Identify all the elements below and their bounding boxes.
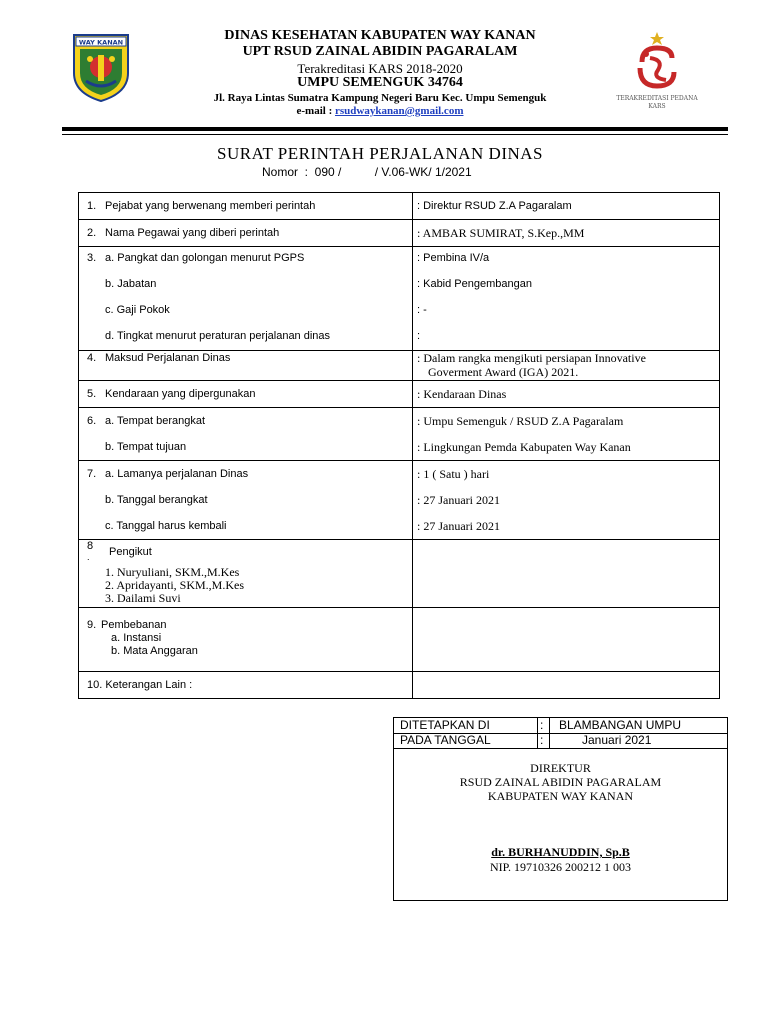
signer-org-1: RSUD ZAINAL ABIDIN PAGARALAM bbox=[459, 775, 662, 789]
document-number: Nomor : 090 / / V.06-WK/ 1/2021 bbox=[262, 165, 472, 179]
row-label-c: c. Tanggal harus kembali bbox=[105, 520, 227, 532]
row-number: 3. bbox=[87, 252, 97, 264]
header-line-3: Terakreditasi KARS 2018-2020 bbox=[297, 61, 463, 76]
row-value-a: : 1 ( Satu ) hari bbox=[417, 467, 490, 481]
table-row bbox=[79, 461, 720, 540]
row-label-a: a. Tempat berangkat bbox=[105, 415, 206, 427]
table-row bbox=[79, 351, 720, 381]
logo-text: WAY KANAN bbox=[78, 38, 124, 47]
colon: : bbox=[540, 733, 544, 747]
colon: : bbox=[540, 718, 544, 732]
issued-at-row bbox=[394, 718, 727, 734]
row-number: 6. bbox=[87, 415, 97, 427]
document-title: SURAT PERINTAH PERJALANAN DINAS bbox=[217, 144, 543, 163]
signer-org-2: KABUPATEN WAY KANAN bbox=[487, 789, 634, 803]
row-value-a: : Pembina IV/a bbox=[417, 252, 490, 264]
row-number: 1. bbox=[87, 200, 97, 212]
row-label-a: a. Instansi bbox=[111, 632, 162, 644]
row-number: 7. bbox=[87, 468, 97, 480]
table-row bbox=[79, 408, 720, 461]
row-number: 5. bbox=[87, 388, 97, 400]
row-number: 2. bbox=[87, 227, 97, 239]
way-kanan-logo bbox=[72, 33, 130, 103]
row-value-c: : 27 Januari 2021 bbox=[417, 519, 500, 533]
table-row bbox=[79, 381, 720, 408]
header-line-4: UMPU SEMENGUK 34764 bbox=[297, 75, 463, 90]
header-line-2: UPT RSUD ZAINAL ABIDIN PAGARALAM bbox=[242, 44, 518, 59]
issued-at-value: BLAMBANGAN UMPU bbox=[559, 718, 682, 732]
row-label: Pejabat yang berwenang memberi perintah bbox=[105, 200, 316, 212]
table-row bbox=[79, 220, 720, 247]
kars-accreditation-logo bbox=[612, 28, 702, 118]
logo-caption-1: TERAKREDITASI PEDANA bbox=[616, 95, 698, 102]
row-label-b: b. Mata Anggaran bbox=[111, 645, 198, 657]
row-value-c: : - bbox=[417, 304, 427, 316]
row-label-b: b. Jabatan bbox=[105, 278, 157, 290]
companion-3: 3. Dailami Suvi bbox=[105, 591, 181, 605]
row-label-a: a. Pangkat dan golongan menurut PGPS bbox=[105, 252, 305, 264]
email-label: e-mail : bbox=[296, 105, 335, 117]
row-label-b: b. Tempat tujuan bbox=[105, 441, 187, 453]
logo-caption-2: KARS bbox=[648, 103, 666, 110]
row-number: 4. bbox=[87, 352, 97, 364]
issued-date-label: PADA TANGGAL bbox=[400, 733, 491, 747]
employee-name: : AMBAR SUMIRAT, S.Kep.,MM bbox=[417, 226, 585, 240]
row-label: Maksud Perjalanan Dinas bbox=[105, 352, 231, 364]
row-label: 9. bbox=[87, 619, 97, 631]
table-row bbox=[79, 608, 720, 672]
table-row bbox=[79, 193, 720, 220]
companion-2: 2. Apridayanti, SKM.,M.Kes bbox=[105, 578, 244, 592]
header-address: Jl. Raya Lintas Sumatra Kampung Negeri Baru Kec. Umpu Semenguk bbox=[213, 92, 547, 104]
row-label-text: Pembebanan bbox=[101, 619, 167, 631]
row-value-b: : Lingkungan Pemda Kabupaten Way Kanan bbox=[417, 440, 631, 454]
signer-role: DIREKTUR bbox=[530, 761, 591, 775]
table-row bbox=[79, 672, 720, 699]
row-number: 8 bbox=[87, 540, 94, 552]
header-rule-thick bbox=[62, 127, 728, 131]
issued-date-value: Januari 2021 bbox=[582, 733, 652, 747]
row-label-c: c. Gaji Pokok bbox=[105, 304, 170, 316]
signature-block bbox=[393, 717, 728, 901]
travel-order-table bbox=[78, 192, 720, 699]
row-value-line-1: : Dalam rangka mengikuti persiapan Innovative bbox=[417, 351, 646, 365]
row-value-line-2: Goverment Award (IGA) 2021. bbox=[428, 365, 579, 379]
email-link[interactable]: rsudwaykanan@gmail.com bbox=[334, 105, 464, 117]
row-label: Nama Pegawai yang diberi perintah bbox=[105, 227, 280, 239]
header-line-1: DINAS KESEHATAN KABUPATEN WAY KANAN bbox=[224, 28, 536, 43]
companion-1: 1. Nuryuliani, SKM.,M.Kes bbox=[105, 565, 240, 579]
row-label: Kendaraan yang dipergunakan bbox=[105, 388, 256, 400]
row-label: Pengikut bbox=[109, 546, 152, 558]
row-label: 10. Keterangan Lain : bbox=[87, 679, 193, 691]
signer-nip: NIP. 19710326 200212 1 003 bbox=[489, 860, 631, 874]
issued-date-row bbox=[394, 733, 727, 749]
row-value: : Direktur RSUD Z.A Pagaralam bbox=[417, 200, 572, 212]
row-value: : Kendaraan Dinas bbox=[417, 387, 507, 401]
issued-at-label: DITETAPKAN DI bbox=[400, 718, 490, 732]
row-value-d: : bbox=[417, 330, 421, 342]
row-label-b: b. Tanggal berangkat bbox=[105, 494, 208, 506]
row-label-a: a. Lamanya perjalanan Dinas bbox=[105, 468, 249, 480]
row-number-dot: . bbox=[87, 552, 90, 562]
row-value-b: : Kabid Pengembangan bbox=[417, 278, 532, 290]
header-email-line bbox=[130, 105, 630, 117]
table-row bbox=[79, 247, 720, 351]
table-row bbox=[79, 540, 720, 608]
row-value-a: : Umpu Semenguk / RSUD Z.A Pagaralam bbox=[417, 414, 624, 428]
row-label-d: d. Tingkat menurut peraturan perjalanan dinas bbox=[105, 330, 331, 342]
header-rule-thin bbox=[62, 134, 728, 135]
signer-name: dr. BURHANUDDIN, Sp.B bbox=[491, 845, 630, 859]
row-value-b: : 27 Januari 2021 bbox=[417, 493, 500, 507]
